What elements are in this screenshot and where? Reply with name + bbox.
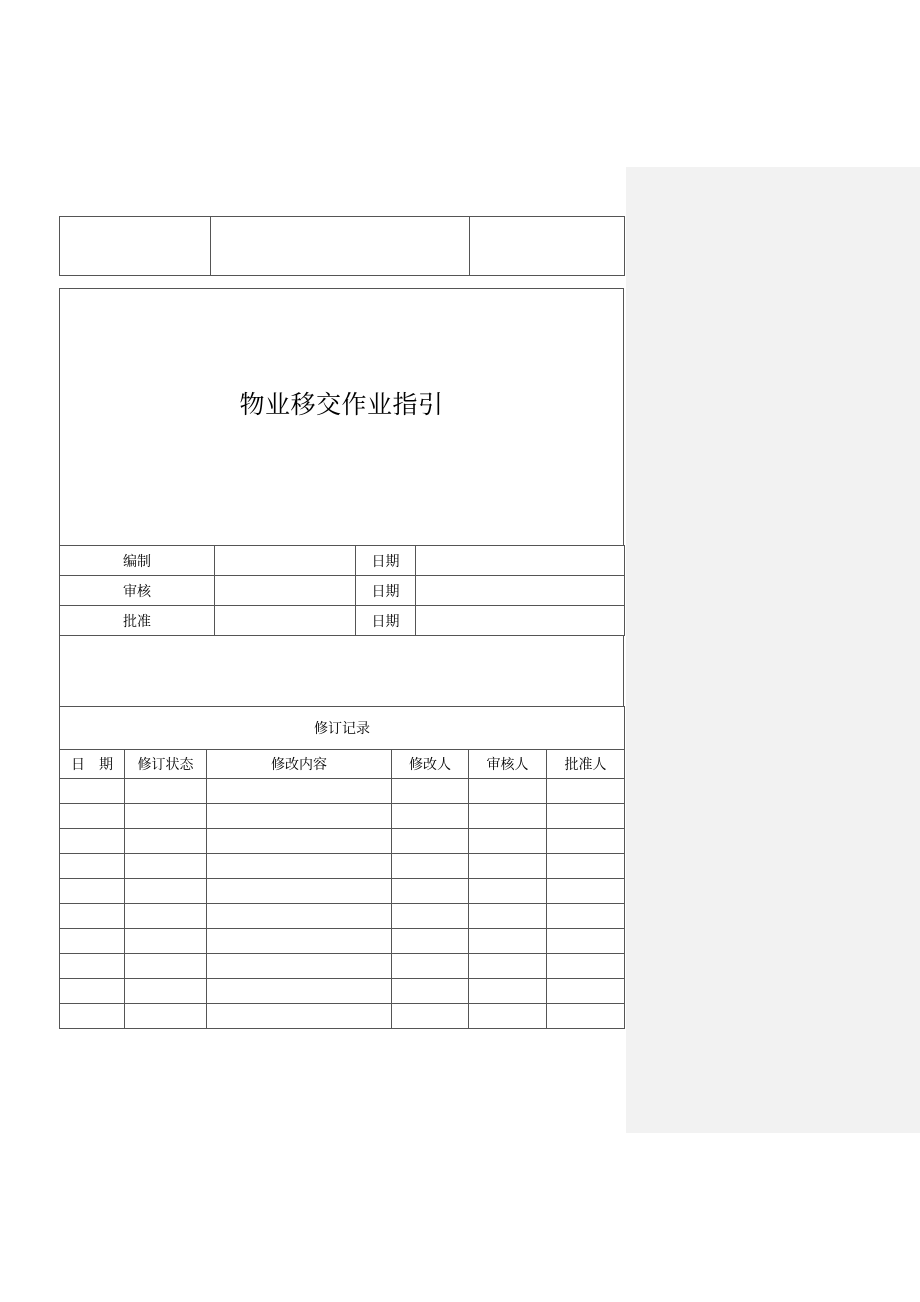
table-cell[interactable] [207,929,392,954]
signoff-table [59,545,625,636]
signoff-date-field[interactable] [416,606,625,636]
column-header: 日 期 [60,750,125,779]
table-cell[interactable] [547,804,625,829]
signoff-row [60,606,625,636]
signoff-date-field[interactable] [416,576,625,606]
table-cell[interactable] [207,979,392,1004]
table-cell[interactable] [207,1004,392,1029]
table-cell[interactable] [392,929,469,954]
table-cell[interactable] [547,904,625,929]
signoff-row [60,576,625,606]
column-header: 审核人 [469,750,547,779]
table-cell[interactable] [125,829,207,854]
table-cell[interactable] [60,929,125,954]
table-cell[interactable] [547,779,625,804]
table-cell[interactable] [207,879,392,904]
table-row [60,929,625,954]
column-header: 修改内容 [207,750,392,779]
signoff-date-label: 日期 [356,606,416,636]
table-cell[interactable] [469,879,547,904]
table-cell[interactable] [60,829,125,854]
signoff-role: 批准 [60,606,215,636]
table-cell[interactable] [125,854,207,879]
table-cell[interactable] [469,779,547,804]
table-cell[interactable] [60,979,125,1004]
table-cell[interactable] [60,854,125,879]
table-cell[interactable] [125,929,207,954]
table-cell[interactable] [547,829,625,854]
table-cell[interactable] [547,854,625,879]
table-row [60,1004,625,1029]
table-cell[interactable] [469,854,547,879]
table-cell[interactable] [60,779,125,804]
table-cell[interactable] [392,879,469,904]
signoff-row [60,546,625,576]
table-cell[interactable] [125,879,207,904]
table-cell[interactable] [547,979,625,1004]
table-row [60,854,625,879]
signoff-date-field[interactable] [416,546,625,576]
table-row [60,804,625,829]
table-cell[interactable] [60,879,125,904]
table-cell[interactable] [207,904,392,929]
table-cell[interactable] [207,779,392,804]
table-cell[interactable] [207,954,392,979]
table-cell[interactable] [207,829,392,854]
signoff-name-field[interactable] [215,606,356,636]
signoff-name-field[interactable] [215,576,356,606]
header-title-cell [211,217,470,276]
revision-title: 修订记录 [60,707,625,750]
table-cell[interactable] [392,1004,469,1029]
table-cell[interactable] [469,904,547,929]
table-cell[interactable] [392,854,469,879]
table-cell[interactable] [60,1004,125,1029]
table-cell[interactable] [60,904,125,929]
table-cell[interactable] [469,804,547,829]
signoff-date-label: 日期 [356,576,416,606]
table-cell[interactable] [125,804,207,829]
column-header: 修改人 [392,750,469,779]
header-table [59,216,625,276]
table-cell[interactable] [392,804,469,829]
table-row [60,779,625,804]
table-cell[interactable] [547,879,625,904]
signoff-name-field[interactable] [215,546,356,576]
header-logo-cell [60,217,211,276]
table-cell[interactable] [60,954,125,979]
column-header: 修订状态 [125,750,207,779]
signoff-date-label: 日期 [356,546,416,576]
document-title: 物业移交作业指引 [239,390,444,419]
revision-table [59,706,625,1029]
table-cell[interactable] [469,1004,547,1029]
table-cell[interactable] [392,979,469,1004]
table-cell[interactable] [547,929,625,954]
table-row [60,979,625,1004]
blank-section [59,635,624,706]
table-cell[interactable] [469,929,547,954]
table-row [60,829,625,854]
header-code-cell [470,217,625,276]
table-cell[interactable] [207,854,392,879]
table-cell[interactable] [469,979,547,1004]
table-cell[interactable] [392,829,469,854]
table-cell[interactable] [392,779,469,804]
table-cell[interactable] [392,954,469,979]
signoff-role: 编制 [60,546,215,576]
table-cell[interactable] [125,904,207,929]
signoff-role: 审核 [60,576,215,606]
cover-box [59,288,624,545]
table-row [60,904,625,929]
table-row [60,879,625,904]
table-cell[interactable] [547,1004,625,1029]
comment-pane [626,167,920,1133]
table-row [60,954,625,979]
table-cell[interactable] [125,979,207,1004]
table-cell[interactable] [469,954,547,979]
table-cell[interactable] [547,954,625,979]
table-cell[interactable] [125,1004,207,1029]
table-cell[interactable] [392,904,469,929]
table-cell[interactable] [125,954,207,979]
table-cell[interactable] [125,779,207,804]
column-header: 批准人 [547,750,625,779]
revision-header-row [60,750,625,779]
table-cell[interactable] [469,829,547,854]
table-cell[interactable] [60,804,125,829]
table-cell[interactable] [207,804,392,829]
